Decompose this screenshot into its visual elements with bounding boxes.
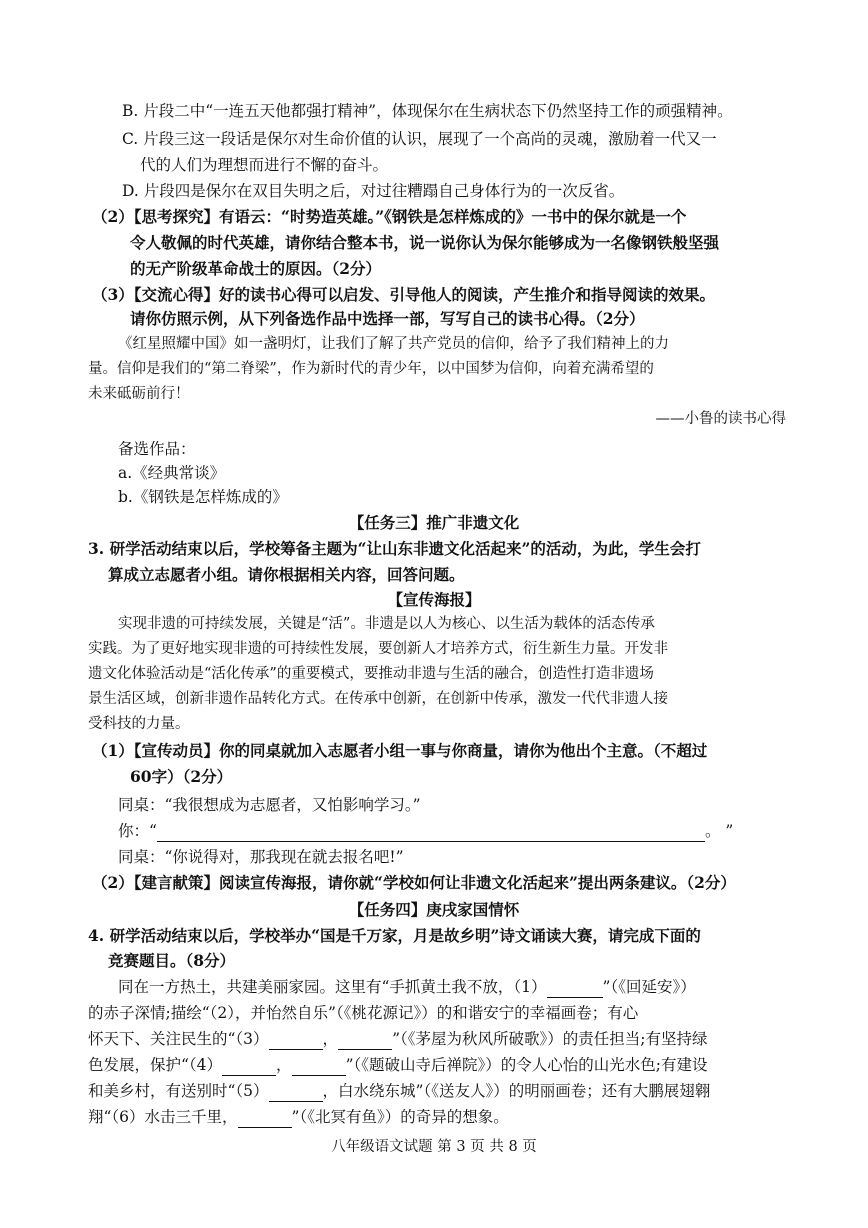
blank-5[interactable] [269, 1085, 323, 1102]
task-4-title: 【任务四】庚戌家国情怀 [348, 900, 520, 919]
question-3: 3. 研学活动结束以后，学校筹备主题为“让山东非遗文化活起来”的活动，为此，学生会打 [88, 539, 701, 558]
page-footer: 八年级语文试题 第 3 页 共 8 页 [331, 1139, 537, 1155]
question-4: 4. 研学活动结束以后，学校举办“国是千万家，月是故乡明”诗文诵读大赛，请完成下面的 [88, 926, 701, 945]
blank-1[interactable] [547, 981, 603, 998]
question-3-1: （1）【宣传动员】你的同桌就加入志愿者小组一事与你商量，请你为他出个主意。（不超过 [92, 741, 708, 760]
option-a-work: a.《经典常谈》 [118, 464, 226, 482]
dialog-you-prefix: 你：“ [118, 822, 157, 840]
blank-4b[interactable] [292, 1059, 346, 1076]
poem-text-1a: 同在一方热土，共建美丽家园。这里有“手抓黄土我不放，（1） [118, 978, 547, 996]
dialog-deskmate-1: 同桌：“我很想成为志愿者，又怕影响学习。” [118, 796, 421, 814]
poster-text-4: 景生活区域，创新非遗作品转化方式。在传承中创新，在创新中传承，激发一代代非遗人接 [88, 691, 668, 707]
question-2-2-cont2: 的无产阶级革命战士的原因。（2分） [130, 259, 382, 278]
answer-blank[interactable] [157, 825, 705, 842]
poem-text-6a: 翔“（6）水击三千里， [88, 1108, 238, 1126]
question-2-2-cont1: 令人敬佩的时代英雄，请你结合整本书，说一说你认为保尔能够成为一名像钢铁般坚强 [130, 233, 720, 252]
poem-line-1 [118, 976, 696, 998]
poster-title: 【宣传海报】 [387, 590, 481, 609]
poem-text-3c: ”（《茅屋为秋风所破歌》）的责任担当;有坚持绿 [392, 1030, 708, 1048]
option-d: D. 片段四是保尔在双目失明之后，对过往糟蹋自己身体行为的一次反省。 [122, 182, 625, 200]
question-2-3-cont: 请你仿照示例，从下列备选作品中选择一部，写写自己的读书心得。（2分） [130, 309, 645, 328]
poem-line-4 [88, 1054, 707, 1076]
option-c: C. 片段三这一段话是保尔对生命价值的认识，展现了一个高尚的灵魂，激励着一代又一 [122, 130, 717, 148]
dialog-you-suffix: 。 ” [704, 822, 734, 840]
poem-text-3a: 怀天下、关注民生的“（3） [88, 1030, 269, 1048]
poster-text-2: 实践。为了更好地实现非遗的可持续性发展，要创新人才培养方式，衍生新生力量。开发非 [88, 641, 668, 657]
poem-text-6b: ”（《北冥有鱼》）的奇异的想象。 [291, 1108, 509, 1126]
option-c-cont: 代的人们为理想而进行不懈的奋斗。 [140, 156, 389, 174]
poster-text-5: 受科技的力量。 [88, 716, 190, 732]
question-3-1-cont: 60字）（2分） [130, 767, 233, 786]
question-3-2: （2）【建言献策】阅读宣传海报，请你就“学校如何让非遗文化活起来”提出两条建议。（2分） [92, 873, 736, 892]
poem-line-3 [88, 1028, 707, 1050]
poster-text-3: 遗文化体验活动是“活化传承”的重要模式，要推动非遗与生活的融合，创造性打造非遗场 [88, 666, 654, 682]
option-b: B. 片段二中“一连五天他都强打精神”，体现保尔在生病状态下仍然坚持工作的顽强精神。 [122, 102, 733, 120]
blank-4a[interactable] [222, 1059, 276, 1076]
poster-text-1: 实现非遗的可持续发展，关键是“活”。非遗是以人为核心、以生活为载体的活态传承 [118, 616, 655, 632]
question-2-2: （2）【思考探究】有语云：“时势造英雄。”《钢铁是怎样炼成的》一书中的保尔就是一个 [92, 207, 687, 226]
dialog-you [118, 820, 733, 842]
poem-line-5 [88, 1080, 710, 1102]
poem-text-1b: ”（《回延安》） [602, 978, 696, 996]
sample-signature: ——小鲁的读书心得 [655, 411, 786, 427]
poem-text-4b: ， [276, 1056, 292, 1074]
poem-text-2a: 的赤子深情;描绘“（2） [88, 1004, 236, 1022]
poem-text-5a: 和美乡村，有送别时“（5） [88, 1082, 269, 1100]
dialog-deskmate-2: 同桌：“你说得对，那我现在就去报名吧!” [118, 848, 404, 866]
question-2-3: （3）【交流心得】好的读书心得可以启发、引导他人的阅读，产生推介和指导阅读的效果。 [92, 285, 716, 304]
poem-text-2b: ，并怡然自乐”（《桃花源记》）的和谐安宁的幸福画卷；有心 [235, 1004, 639, 1022]
task-3-title: 【任务三】推广非遗文化 [348, 513, 520, 532]
question-4-cont: 竞赛题目。（8分） [108, 951, 236, 970]
sample-text-3: 未来砥砺前行！ [88, 386, 190, 402]
options-heading: 备选作品： [118, 440, 196, 458]
question-3-cont: 算成立志愿者小组。请你根据相关内容，回答问题。 [108, 565, 465, 584]
option-b-work: b.《钢铁是怎样炼成的》 [118, 488, 288, 506]
blank-6[interactable] [238, 1111, 292, 1128]
sample-text-2: 量。信仰是我们的“第二脊梁”，作为新时代的青少年，以中国梦为信仰，向着充满希望的 [88, 361, 654, 377]
poem-line-2 [88, 1002, 638, 1024]
poem-line-6 [88, 1106, 509, 1128]
poem-text-4a: 色发展，保护“（4） [88, 1056, 223, 1074]
poem-text-5b: ，白水绕东城”（《送友人》）的明丽画卷；还有大鹏展翅翱 [322, 1082, 711, 1100]
poem-text-3b: ， [322, 1030, 339, 1048]
sample-text: 《红星照耀中国》如一盏明灯，让我们了解了共产党员的信仰，给予了我们精神上的力 [118, 336, 669, 352]
blank-3a[interactable] [269, 1033, 323, 1050]
poem-text-4c: ”（《题破山寺后禅院》）的令人心怡的山光水色;有建设 [345, 1056, 708, 1074]
blank-3b[interactable] [338, 1033, 392, 1050]
